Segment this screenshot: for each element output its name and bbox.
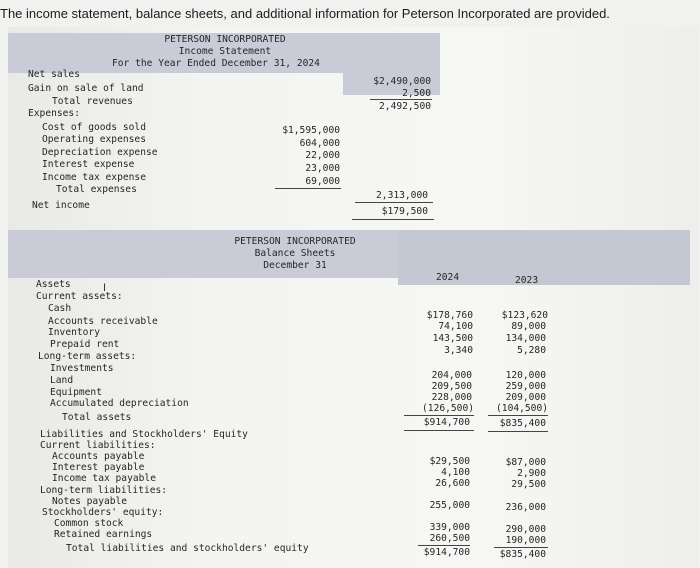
balance-company-name: PETERSON INCORPORATED <box>234 236 356 247</box>
assets-label: Assets <box>36 279 71 290</box>
total-assets-2023: $835,400 <box>499 418 546 429</box>
accounts-payable-label: Accounts payable <box>52 451 145 462</box>
expense-label: Depreciation expense <box>42 147 158 158</box>
total-expenses-label: Total expenses <box>56 184 137 195</box>
income-company-name: PETERSON INCORPORATED <box>164 34 286 45</box>
cash-label: Cash <box>48 303 72 314</box>
investments-label: Investments <box>50 363 114 374</box>
expenses-underline <box>275 188 341 189</box>
stockholders-equity-label: Stockholders' equity: <box>42 507 164 518</box>
equipment-2023: 209,000 <box>505 392 546 403</box>
expense-label: Operating expenses <box>42 134 146 145</box>
expense-value: 23,000 <box>305 163 340 174</box>
equity-underline-2024 <box>418 545 470 546</box>
total-assets-double-underline-2024 <box>404 430 474 431</box>
land-2023: 259,000 <box>505 381 546 392</box>
cash-2023: $123,620 <box>501 310 548 321</box>
total-liabilities-equity-2023: $835,400 <box>499 549 546 560</box>
long-term-liabilities-label: Long-term liabilities: <box>40 485 168 496</box>
expense-value: $1,595,000 <box>282 125 340 136</box>
expense-label: Income tax expense <box>42 172 146 183</box>
income-tax-payable-2024: 26,600 <box>435 478 470 489</box>
revenue-underline <box>370 99 432 100</box>
balance-sheet-title: Balance Sheets <box>254 248 336 259</box>
assets-underline-2024 <box>404 415 474 416</box>
prepaid-rent-2023: 5,280 <box>517 345 546 356</box>
income-tax-payable-label: Income tax payable <box>52 473 156 484</box>
accounts-payable-2023: $87,000 <box>505 457 546 468</box>
notes-payable-2024: 255,000 <box>429 500 470 511</box>
total-revenues-label: Total revenues <box>52 96 133 107</box>
accounts-receivable-2023: 89,000 <box>511 321 546 332</box>
interest-payable-2023: 2,900 <box>517 468 546 479</box>
accumulated-depreciation-2024: (126,500) <box>422 403 474 414</box>
long-term-assets-label: Long-term assets: <box>38 351 137 362</box>
current-assets-label: Current assets: <box>36 291 123 302</box>
net-sales-value: $2,490,000 <box>373 76 431 87</box>
retained-earnings-label: Retained earnings <box>54 529 153 540</box>
total-revenues-value: 2,492,500 <box>379 101 431 112</box>
gain-on-sale-label: Gain on sale of land <box>28 83 144 94</box>
accumulated-depreciation-2023: (104,500) <box>496 403 548 414</box>
net-income-value: $179,500 <box>381 206 428 217</box>
income-statement-title: Income Statement <box>178 46 272 57</box>
income-period: For the Year Ended December 31, 2024 <box>112 58 320 69</box>
land-label: Land <box>50 375 74 386</box>
assets-underline-2023 <box>488 415 548 416</box>
expense-value: 22,000 <box>305 150 340 161</box>
interest-payable-2024: 4,100 <box>441 467 470 478</box>
total-liabilities-equity-2024: $914,700 <box>423 547 470 558</box>
expenses-label: Expenses: <box>28 108 80 119</box>
retained-earnings-2023: 190,000 <box>505 535 546 546</box>
inventory-2024: 143,500 <box>432 333 473 344</box>
investments-2024: 204,000 <box>431 370 472 381</box>
investments-2023: 120,000 <box>505 370 546 381</box>
liabilities-equity-label: Liabilities and Stockholders' Equity <box>40 429 248 440</box>
equipment-label: Equipment <box>50 387 102 398</box>
inventory-2023: 134,000 <box>505 333 546 344</box>
net-income-double-underline-top <box>352 219 434 220</box>
total-assets-double-underline-2023 <box>488 431 548 432</box>
balance-date: December 31 <box>263 260 327 271</box>
accumulated-depreciation-label: Accumulated depreciation <box>50 398 189 409</box>
common-stock-label: Common stock <box>54 518 124 529</box>
accounts-receivable-2024: 74,100 <box>438 321 473 332</box>
common-stock-2023: 290,000 <box>505 524 546 535</box>
total-expenses-value: 2,313,000 <box>376 190 428 201</box>
total-expenses-underline <box>355 202 433 203</box>
inventory-label: Inventory <box>48 327 100 338</box>
current-liabilities-label: Current liabilities: <box>40 440 156 451</box>
equity-underline-2023 <box>494 547 548 548</box>
net-income-label: Net income <box>32 200 90 211</box>
net-sales-label: Net sales <box>28 69 80 80</box>
retained-earnings-2024: 260,500 <box>429 533 470 544</box>
total-liabilities-equity-label: Total liabilities and stockholders' equity <box>66 543 309 554</box>
equipment-2024: 228,000 <box>431 392 472 403</box>
income-tax-payable-2023: 29,500 <box>511 479 546 490</box>
gain-on-sale-value: 2,500 <box>402 88 431 99</box>
common-stock-2024: 339,000 <box>429 522 470 533</box>
expense-value: 604,000 <box>299 138 340 149</box>
expense-label: Cost of goods sold <box>42 122 146 133</box>
notes-payable-label: Notes payable <box>52 496 128 507</box>
expense-value: 69,000 <box>305 176 340 187</box>
accounts-receivable-label: Accounts receivable <box>48 316 158 327</box>
intro-text: The income statement, balance sheets, and additional information for Peterson Incorporated are provided. <box>0 6 610 21</box>
year-2024-header: 2024 <box>436 272 460 283</box>
prepaid-rent-label: Prepaid rent <box>50 339 120 350</box>
year-2023-header: 2023 <box>515 275 539 286</box>
prepaid-rent-2024: 3,340 <box>444 345 473 356</box>
total-assets-2024: $914,700 <box>423 417 470 428</box>
expense-label: Interest expense <box>42 159 135 170</box>
interest-payable-label: Interest payable <box>52 462 145 473</box>
text-cursor-icon: I <box>103 282 107 294</box>
land-2024: 209,500 <box>431 381 472 392</box>
notes-payable-2023: 236,000 <box>505 502 546 513</box>
accounts-payable-2024: $29,500 <box>429 456 470 467</box>
total-assets-label: Total assets <box>62 412 132 423</box>
cash-2024: $178,760 <box>426 310 473 321</box>
